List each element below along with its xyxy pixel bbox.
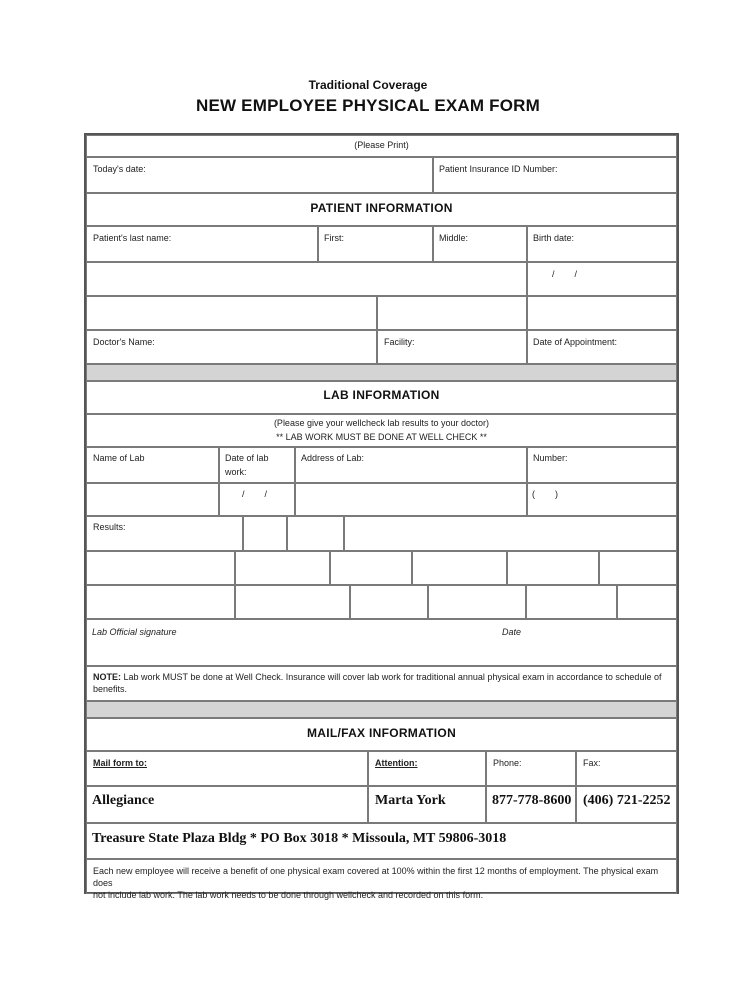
lab-phone-parens: ( ) <box>532 489 558 499</box>
phone-value: 877-778-8600 <box>492 793 572 808</box>
lab-instruction-2: ** LAB WORK MUST BE DONE AT WELL CHECK ** <box>276 432 487 442</box>
doctor-name-cell <box>86 330 377 364</box>
lab-signature-field[interactable] <box>86 619 677 666</box>
last-name-field[interactable] <box>86 226 318 262</box>
first-name-label: First: <box>324 233 344 243</box>
doctor-name-label: Doctor's Name: <box>93 337 155 347</box>
lab-number-label: Number: <box>533 453 568 463</box>
phone-cell <box>486 751 576 786</box>
results-cell[interactable] <box>344 516 677 551</box>
results-cell[interactable] <box>235 551 330 585</box>
todays-date-field[interactable] <box>86 157 433 193</box>
results-cell[interactable] <box>243 516 287 551</box>
results-cell[interactable] <box>428 585 526 619</box>
results-cell[interactable] <box>235 585 350 619</box>
lab-section-header <box>86 381 677 414</box>
birth-date-slashes: / / <box>552 269 578 279</box>
patient-name-entry[interactable] <box>86 262 527 296</box>
appointment-cell <box>527 330 677 364</box>
contact-cell <box>368 786 486 823</box>
lab-date-field[interactable] <box>219 483 295 516</box>
lab-date-label-2: work: <box>225 467 247 477</box>
results-cell[interactable] <box>86 585 235 619</box>
lab-note <box>86 666 677 701</box>
lab-name-label: Name of Lab <box>93 453 145 463</box>
note-text: Lab work MUST be done at Well Check. Insurance will cover lab work for traditional annual physical exam in accordance to schedule of benefits. <box>93 672 662 694</box>
lab-number-field[interactable] <box>527 483 677 516</box>
insurance-id-label: Patient Insurance ID Number: <box>439 164 558 174</box>
results-cell[interactable] <box>86 551 235 585</box>
patient-section-header <box>86 193 677 226</box>
results-cell[interactable] <box>599 551 677 585</box>
form-subtitle: Traditional Coverage <box>308 78 428 92</box>
results-cell[interactable] <box>412 551 507 585</box>
lab-instruction-1: (Please give your wellcheck lab results to your doctor) <box>273 418 490 428</box>
appointment-label: Date of Appointment: <box>533 337 618 347</box>
results-cell[interactable] <box>526 585 617 619</box>
middle-name-field[interactable] <box>433 226 527 262</box>
lab-signature-label: Lab Official signature <box>92 627 177 637</box>
lab-address-cell <box>295 447 527 483</box>
birth-date-label: Birth date: <box>533 233 575 243</box>
results-label-cell <box>86 516 243 551</box>
lab-date-cell <box>219 447 295 483</box>
results-cell[interactable] <box>507 551 599 585</box>
company-cell <box>86 786 368 823</box>
doctor-name-entry[interactable] <box>86 296 377 330</box>
footer-line-2: not include lab work. The lab work needs to be done through wellcheck and recorded on this form. <box>93 890 484 900</box>
facility-label: Facility: <box>384 337 415 347</box>
mail-heading: MAIL/FAX INFORMATION <box>306 726 457 740</box>
phone-value-cell <box>486 786 576 823</box>
results-cell[interactable] <box>330 551 412 585</box>
fax-label: Fax: <box>583 758 601 768</box>
address-row <box>86 823 677 859</box>
section-divider <box>86 364 677 381</box>
middle-name-label: Middle: <box>439 233 469 243</box>
lab-instructions <box>86 414 677 447</box>
fax-cell <box>576 751 677 786</box>
company-name: Allegiance <box>92 793 155 808</box>
lab-signature-date-label: Date <box>502 627 522 637</box>
mail-to-label: Mail form to: <box>93 758 147 768</box>
lab-date-label-1: Date of lab <box>225 453 269 463</box>
footer-line-1: Each new employee will receive a benefit of one physical exam covered at 100% within the first 12 months of employment. The physical exam does <box>93 866 659 888</box>
results-cell[interactable] <box>287 516 344 551</box>
lab-heading: LAB INFORMATION <box>323 388 440 402</box>
last-name-label: Patient's last name: <box>93 233 172 243</box>
lab-name-cell <box>86 447 219 483</box>
facility-cell <box>377 330 527 364</box>
insurance-id-field[interactable] <box>433 157 677 193</box>
contact-name: Marta York <box>375 793 446 808</box>
mail-to-cell <box>86 751 368 786</box>
appointment-entry[interactable] <box>527 296 677 330</box>
lab-address-label: Address of Lab: <box>301 453 365 463</box>
mailing-address: Treasure State Plaza Bldg * PO Box 3018 * Missoula, MT 59806-3018 <box>92 831 507 846</box>
lab-address-field[interactable] <box>295 483 527 516</box>
lab-date-slashes: / / <box>242 489 268 499</box>
footer-note <box>86 859 677 900</box>
fax-value: (406) 721-2252 <box>583 793 671 808</box>
fax-value-cell <box>576 786 677 823</box>
attention-label: Attention: <box>375 758 418 768</box>
lab-name-field[interactable] <box>86 483 219 516</box>
results-cell[interactable] <box>350 585 428 619</box>
birth-date-field[interactable] <box>527 262 677 296</box>
note-label: NOTE: <box>93 672 121 682</box>
lab-number-cell <box>527 447 677 483</box>
results-label: Results: <box>93 522 126 532</box>
phone-label: Phone: <box>493 758 522 768</box>
facility-entry[interactable] <box>377 296 527 330</box>
first-name-field[interactable] <box>318 226 433 262</box>
birth-date-label-cell <box>527 226 677 262</box>
todays-date-label: Today's date: <box>93 164 146 174</box>
mail-section-header <box>86 718 677 751</box>
please-print-row <box>86 135 677 157</box>
results-cell[interactable] <box>617 585 677 619</box>
attention-cell <box>368 751 486 786</box>
exam-form <box>84 133 679 900</box>
form-title: NEW EMPLOYEE PHYSICAL EXAM FORM <box>195 96 541 115</box>
please-print-label: (Please Print) <box>354 140 409 150</box>
section-divider <box>86 701 677 718</box>
patient-heading: PATIENT INFORMATION <box>310 201 453 215</box>
